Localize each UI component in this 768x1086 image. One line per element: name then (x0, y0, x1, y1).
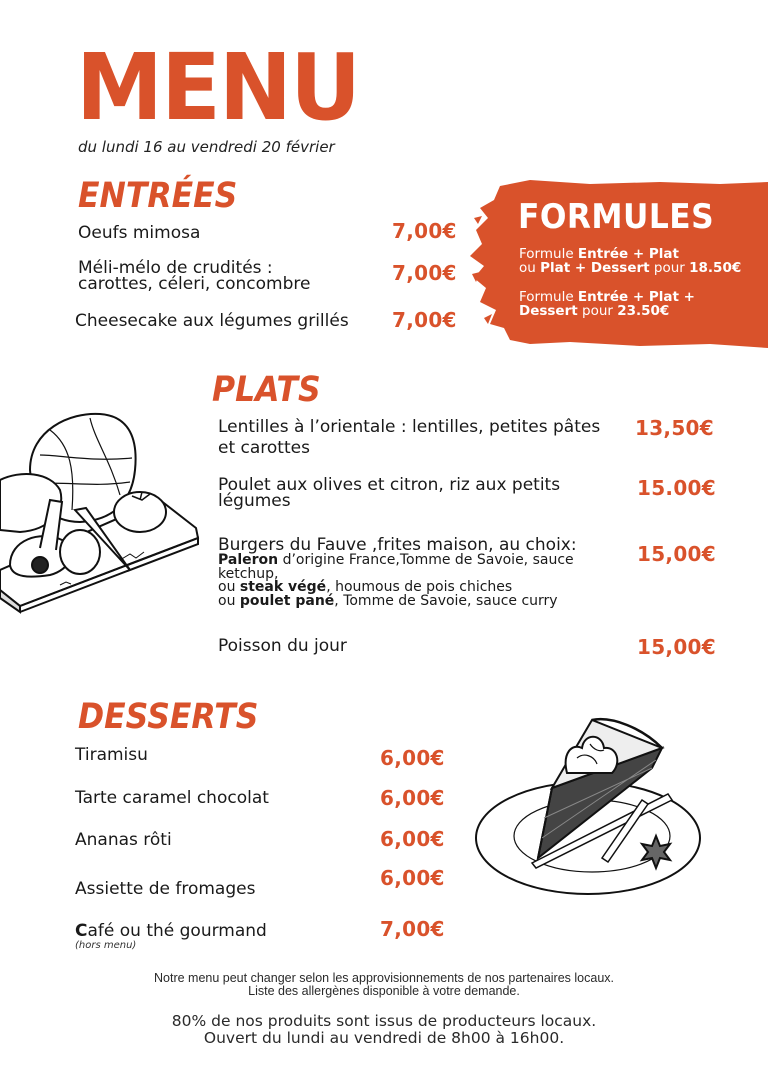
entrees-heading: ENTRÉES (78, 176, 238, 216)
plat-item-name: Poulet aux olives et citron, riz aux petits légumes (218, 475, 561, 511)
plat-item-price: 15,00€ (637, 635, 716, 659)
entree-item-name: Oeufs mimosa (78, 223, 201, 243)
dessert-item-price: 6,00€ (380, 827, 445, 851)
footer-note-local-products: 80% de nos produits sont issus de producteurs locaux. (171, 1012, 597, 1030)
plat-item-name: Burgers du Fauve ,frites maison, au choix: (218, 535, 577, 555)
dessert-item-price: 7,00€ (380, 917, 445, 941)
entree-item-price: 7,00€ (392, 219, 457, 243)
dessert-item-price: 6,00€ (380, 746, 445, 770)
pie-illustration-icon (472, 708, 704, 898)
dessert-item-name: Tiramisu (75, 745, 148, 765)
plat-item-price: 15.00€ (637, 476, 716, 500)
entree-item-price: 7,00€ (392, 261, 457, 285)
plat-item-price: 13,50€ (635, 416, 714, 440)
entree-item-name: Cheesecake aux légumes grillés (75, 311, 349, 331)
dessert-item-price: 6,00€ (380, 786, 445, 810)
dessert-item-name: Assiette de fromages (75, 879, 256, 899)
formule-1: Formule Entrée + Plat ou Plat + Dessert pour 18.50€ (519, 246, 742, 276)
plat-item-price: 15,00€ (637, 542, 716, 566)
footer-note-supply: Notre menu peut changer selon les approvisionnements de nos partenaires locaux. (154, 971, 614, 985)
entree-item-name-line2: carottes, céleri, concombre (78, 274, 311, 294)
plat-item-name: Lentilles à l’orientale : lentilles, petites pâtes et carottes (218, 417, 601, 458)
entree-item-name (78, 260, 310, 292)
footer-note-opening-hours: Ouvert du lundi au vendredi de 8h00 à 16h00. (203, 1029, 565, 1047)
desserts-heading: DESSERTS (78, 697, 259, 737)
dessert-item-name: Ananas rôti (75, 830, 172, 850)
vegetables-illustration-icon (0, 400, 205, 620)
burger-options: Paleron d’origine France,Tomme de Savoie, sauce ketchup, ou steak végé, houmous de pois chiches ou poulet pané, Tomme de Savoie, sauce curry (218, 552, 574, 609)
formule-2: Formule Entrée + Plat + Dessert pour 23.50€ (519, 289, 695, 319)
plats-heading: PLATS (212, 370, 321, 410)
entree-item-name-line1: Méli-mélo de crudités : (78, 258, 273, 278)
entree-item-price: 7,00€ (392, 308, 457, 332)
menu-title: MENU (76, 34, 360, 141)
formules-box (470, 178, 768, 350)
plat-item-name: Poisson du jour (218, 636, 347, 656)
footer-note-allergens: Liste des allergènes disponible à votre demande. (248, 984, 520, 998)
dessert-item-name: Café ou thé gourmand (75, 921, 267, 941)
dessert-item-note: (hors menu) (75, 940, 137, 951)
dessert-item-name: Tarte caramel chocolat (75, 788, 269, 808)
dessert-item-price: 6,00€ (380, 866, 445, 890)
menu-date-range: du lundi 16 au vendredi 20 février (78, 138, 335, 156)
formules-heading: FORMULES (518, 197, 715, 237)
